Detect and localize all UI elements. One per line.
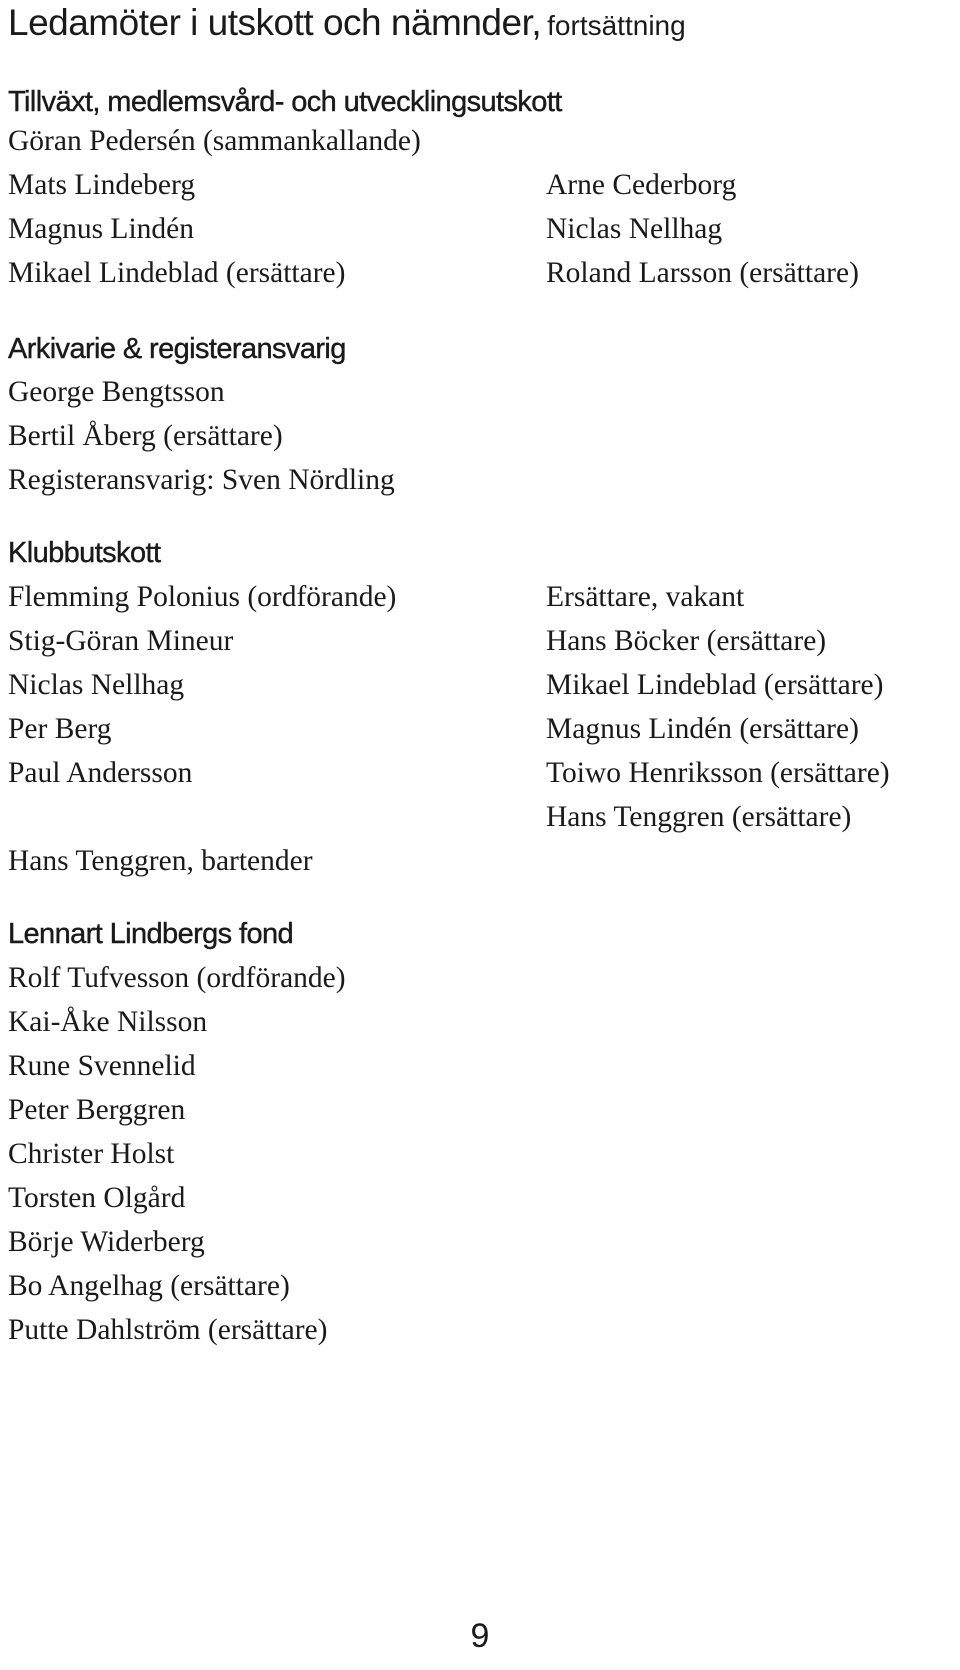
member-entry: Mikael Lindeblad (ersättare) — [546, 669, 884, 701]
member-entry: Rolf Tufvesson (ordförande) — [8, 962, 346, 994]
member-entry: Christer Holst — [8, 1138, 175, 1170]
member-entry: Rune Svennelid — [8, 1050, 196, 1082]
page-number: 9 — [470, 1617, 490, 1655]
member-entry: Registeransvarig: Sven Nördling — [8, 464, 395, 496]
member-entry: Peter Berggren — [8, 1094, 186, 1126]
member-entry: Magnus Lindén — [8, 213, 194, 245]
page-title — [8, 2, 686, 44]
member-entry: Putte Dahlström (ersättare) — [8, 1314, 328, 1346]
member-entry: Magnus Lindén (ersättare) — [546, 713, 859, 745]
member-entry: Niclas Nellhag — [8, 669, 185, 701]
member-entry: Mikael Lindeblad (ersättare) — [8, 257, 346, 289]
member-entry: Kai-Åke Nilsson — [8, 1006, 208, 1038]
member-entry: Per Berg — [8, 713, 112, 745]
page-title-continuation: fortsättning — [547, 10, 686, 41]
section-heading-tillvaxt: Tillväxt, medlemsvård- och utvecklingsutskott — [8, 86, 562, 118]
member-entry: Arne Cederborg — [546, 169, 737, 201]
member-entry: Niclas Nellhag — [546, 213, 723, 245]
member-entry: Toiwo Henriksson (ersättare) — [546, 757, 890, 789]
section-heading-klubbutskott: Klubbutskott — [8, 537, 161, 569]
member-entry: Ersättare, vakant — [546, 581, 745, 613]
member-entry: Flemming Polonius (ordförande) — [8, 581, 397, 613]
member-entry: Hans Tenggren, bartender — [8, 845, 313, 877]
section-heading-lennart-lindbergs-fond: Lennart Lindbergs fond — [8, 918, 294, 950]
page-title-main: Ledamöter i utskott och nämnder, — [8, 2, 542, 43]
section-heading-arkivarie: Arkivarie & registeransvarig — [8, 333, 346, 365]
member-entry: Paul Andersson — [8, 757, 193, 789]
member-entry: Hans Böcker (ersättare) — [546, 625, 827, 657]
member-entry: Mats Lindeberg — [8, 169, 196, 201]
member-entry: Göran Pedersén (sammankallande) — [8, 125, 421, 157]
member-entry: Torsten Olgård — [8, 1182, 186, 1214]
member-entry: Bertil Åberg (ersättare) — [8, 420, 283, 452]
member-entry: Roland Larsson (ersättare) — [546, 257, 859, 289]
member-entry: Börje Widerberg — [8, 1226, 205, 1258]
member-entry: Hans Tenggren (ersättare) — [546, 801, 852, 833]
member-entry: George Bengtsson — [8, 376, 225, 408]
member-entry: Bo Angelhag (ersättare) — [8, 1270, 290, 1302]
member-entry: Stig-Göran Mineur — [8, 625, 234, 657]
